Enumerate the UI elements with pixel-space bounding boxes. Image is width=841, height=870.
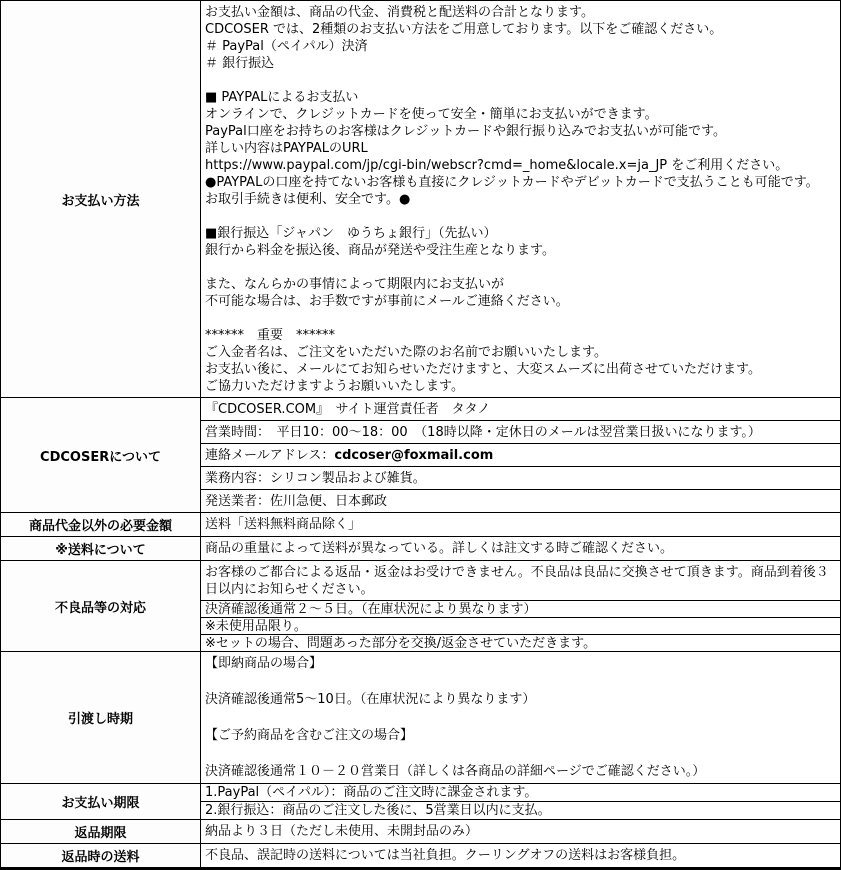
text-line: 送料「送料無料商品除く」 — [205, 517, 362, 532]
text-line: お支払い後に、メールにてお知らせいただけますと、大変スムーズに出荷させていただけます。 — [205, 362, 762, 377]
text-line: CDCOSER では、2種類のお支払い方法をご用意しております。以下をご確認ください。 — [205, 22, 723, 37]
content-section — [201, 844, 840, 867]
text-line — [205, 447, 836, 464]
text-line: 『CDCOSER.COM』 サイト運営責任者 タタノ — [205, 402, 491, 417]
text-line: 発送業者：佐川急便、日本郵政 — [205, 494, 388, 509]
text-line — [205, 310, 836, 327]
text-line — [205, 745, 836, 763]
content-section — [201, 537, 840, 560]
table-row-payment-deadline — [1, 783, 840, 819]
table-row-payment-method — [1, 1, 840, 397]
text-line: お取引手続きは便利、安全です。● — [205, 192, 411, 207]
table-row-return-deadline — [1, 819, 840, 843]
content-section — [201, 443, 840, 466]
table-row-extra-fees — [1, 512, 840, 536]
text-line: ※未使用品限り。 — [205, 619, 307, 634]
text-line: 【即納商品の場合】 — [205, 656, 323, 671]
text-line: 商品の重量によって送料が異なっている。詳しくは註文する時ご確認ください。 — [205, 541, 674, 556]
text-line: 決済確認後通常5～10日。（在庫状況により異なります） — [205, 692, 536, 707]
row-label: お支払い期限 — [1, 784, 201, 819]
row-content — [201, 820, 840, 843]
row-label: ※送料について — [1, 537, 201, 560]
content-section — [201, 820, 840, 843]
content-section — [201, 1, 840, 397]
row-content — [201, 1, 840, 397]
content-section — [201, 634, 840, 651]
text-line: お支払い金額は、商品の代金、消費税と配送料の合計となります。 — [205, 5, 594, 20]
content-section — [201, 420, 840, 443]
text-line: 不良品、誤記時の送料については当社負担。クーリングオフの送料はお客様負担。 — [205, 848, 686, 863]
text-line: 詳しい内容はPAYPALのURL — [205, 141, 368, 156]
label-text: 連絡メールアドレス： — [205, 448, 335, 463]
text-line: 不可能な場合は、お手数ですが事前にメールご連絡ください。 — [205, 294, 569, 309]
text-line — [205, 72, 836, 89]
text-line — [205, 208, 836, 225]
row-label: 商品代金以外の必要金額 — [1, 513, 201, 536]
content-section — [201, 513, 840, 536]
row-label: お支払い方法 — [1, 1, 201, 397]
row-label: 返品期限 — [1, 820, 201, 843]
text-line: https://www.paypal.com/jp/cgi-bin/webscr?cmd=_home&locale.x=ja_JP をご利用ください。 — [205, 158, 789, 173]
text-line: ご協力いただけますようお願いいたします。 — [205, 379, 464, 394]
text-line: 【ご予約商品を含むご注文の場合】 — [205, 728, 414, 743]
content-section — [201, 561, 840, 600]
content-section — [201, 466, 840, 489]
text-line: ＃ 銀行振込 — [205, 56, 275, 71]
row-label: 不良品等の対応 — [1, 561, 201, 651]
text-line: オンラインで、クレジットカードを使って安全・簡単にお支払いができます。 — [205, 107, 658, 122]
table-row-about-cdcoser — [1, 397, 840, 512]
text-line — [205, 709, 836, 727]
table-row-shipping-note — [1, 536, 840, 560]
row-content — [201, 784, 840, 819]
text-line — [205, 673, 836, 691]
row-content — [201, 561, 840, 651]
text-line: ****** 重要 ****** — [205, 328, 336, 343]
text-line: 営業時間： 平日10：00～18：00 （18時以降・定休日のメールは翌営業日扱いになります。） — [205, 425, 761, 440]
row-label: 引渡し時期 — [1, 652, 201, 783]
table-row-defective-items — [1, 560, 840, 651]
text-line: 決済確認後通常１０－２０営業日（詳しくは各商品の詳細ページでご確認ください。） — [205, 764, 706, 779]
text-line: 2.銀行振込：商品のご注文した後に、5営業日以内に支払。 — [205, 803, 551, 818]
row-content — [201, 537, 840, 560]
row-content — [201, 652, 840, 783]
row-content — [201, 844, 840, 867]
text-line: ※セットの場合、問題あった部分を交換/返金させていただきます。 — [205, 636, 597, 651]
text-line: お客様のご都合による返品・返金はお受けできません。不良品は良品に交換させて頂きます。商品到着後３日以内にお知らせください。 — [205, 565, 829, 597]
content-section — [201, 600, 840, 617]
text-line: 業務内容：シリコン製品および雑貨。 — [205, 471, 426, 486]
row-content — [201, 513, 840, 536]
text-line — [205, 259, 836, 276]
text-line: PayPal口座をお持ちのお客様はクレジットカードや銀行振り込みでお支払いが可能です。 — [205, 124, 726, 139]
text-line: また、なんらかの事情によって期限内にお支払いが — [205, 277, 505, 292]
row-content — [201, 398, 840, 512]
table-row-return-shipping-cost — [1, 843, 840, 867]
text-line: 決済確認後通常２～５日。（在庫状況により異なります） — [205, 602, 537, 617]
text-line: 納品より３日（ただし未使用、未開封品のみ） — [205, 824, 479, 839]
email-text: cdcoser@foxmail.com — [334, 448, 494, 463]
text-line: ■銀行振込「ジャパン ゆうちょ銀行」（先払い） — [205, 226, 497, 241]
content-section — [201, 784, 840, 801]
content-section — [201, 398, 840, 420]
row-label: 返品時の送料 — [1, 844, 201, 867]
content-section — [201, 617, 840, 634]
text-line: ■ PAYPALによるお支払い — [205, 90, 359, 105]
row-label: CDCOSERについて — [1, 398, 201, 512]
text-line: 1.PayPal（ペイパル）：商品のご注文時に課金されます。 — [205, 785, 538, 800]
content-section — [201, 801, 840, 819]
text-line: ご入金者名は、ご注文をいただいた際のお名前でお願いいたします。 — [205, 345, 607, 360]
content-section — [201, 652, 840, 783]
text-line: ＃ PayPal（ペイパル）決済 — [205, 39, 368, 54]
table-row-delivery-time — [1, 651, 840, 783]
text-line: 銀行から料金を振込後、商品が発送や受注生産となります。 — [205, 243, 555, 258]
content-section — [201, 489, 840, 512]
text-line: ●PAYPALの口座を持てないお客様も直接にクレジットカードやデビットカードで支払うことも可能です。 — [205, 175, 819, 190]
